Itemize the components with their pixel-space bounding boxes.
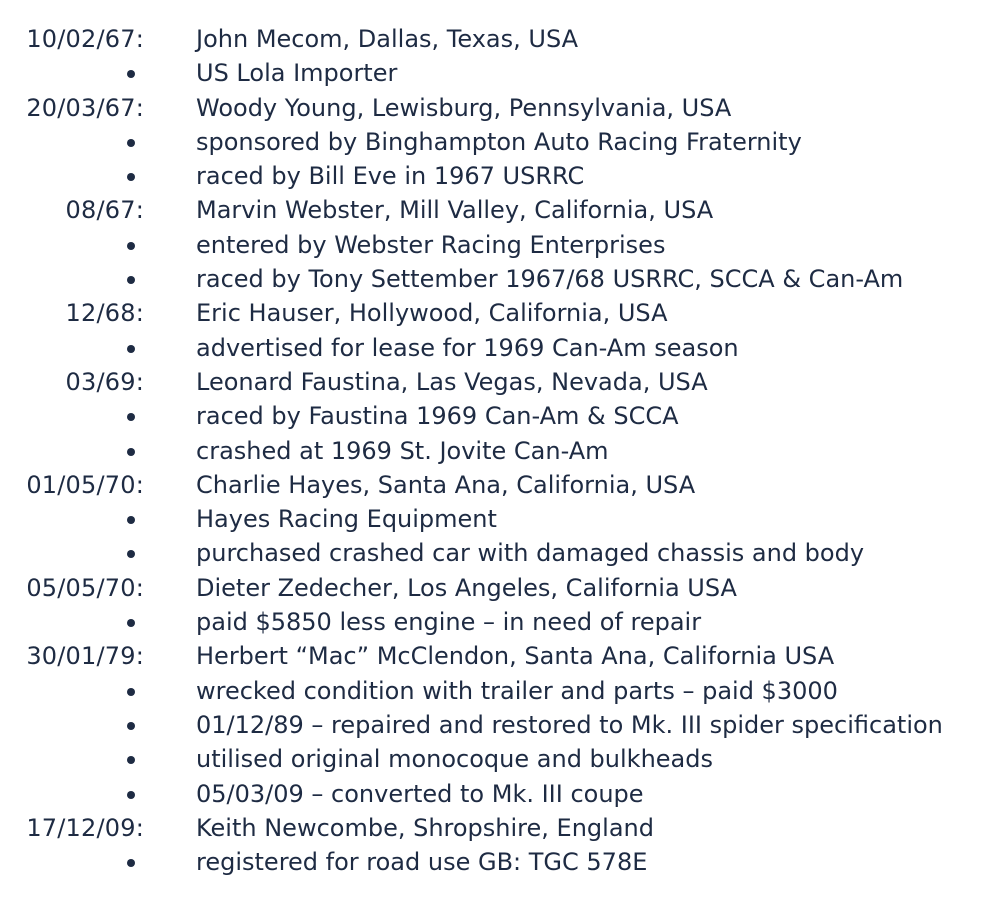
entry-date: 10/02/67: bbox=[26, 25, 144, 53]
entry-note: raced by Faustina 1969 Can-Am & SCCA bbox=[196, 402, 679, 431]
entry-note-row bbox=[0, 536, 1000, 570]
owner-entry-row bbox=[0, 365, 1000, 399]
entry-date: 08/67: bbox=[65, 196, 144, 225]
entry-date: 20/03/67: bbox=[26, 93, 144, 122]
entry-date: 12/68: bbox=[65, 299, 144, 328]
entry-owner: Herbert “Mac” McClendon, Santa Ana, California USA bbox=[196, 642, 835, 671]
bullet-icon bbox=[127, 756, 135, 764]
bullet-icon bbox=[127, 550, 135, 558]
entry-note: crashed at 1969 St. Jovite Can-Am bbox=[196, 436, 609, 465]
entry-owner: John Mecom, Dallas, Texas, USA bbox=[196, 25, 579, 53]
bullet-icon bbox=[127, 413, 135, 421]
entry-date: 03/69: bbox=[65, 367, 144, 396]
entry-note-row bbox=[0, 674, 1000, 708]
entry-note: advertised for lease for 1969 Can-Am season bbox=[196, 333, 739, 362]
owner-entry-row bbox=[0, 639, 1000, 673]
bullet-icon bbox=[127, 688, 135, 696]
bullet-icon bbox=[127, 516, 135, 524]
entry-note-row bbox=[0, 262, 1000, 296]
bullet-icon bbox=[127, 276, 135, 284]
bullet-icon bbox=[127, 345, 135, 353]
entry-owner: Marvin Webster, Mill Valley, California, USA bbox=[196, 196, 714, 225]
entry-owner: Woody Young, Lewisburg, Pennsylvania, USA bbox=[196, 93, 732, 122]
entry-note: utilised original monocoque and bulkheads bbox=[196, 745, 713, 774]
entry-note: wrecked condition with trailer and parts – paid $3000 bbox=[196, 676, 838, 705]
entry-note: purchased crashed car with damaged chassis and body bbox=[196, 539, 865, 568]
entry-note-row bbox=[0, 159, 1000, 193]
entry-note-row bbox=[0, 399, 1000, 433]
entry-note-row bbox=[0, 502, 1000, 536]
bullet-icon bbox=[127, 173, 135, 181]
entry-owner: Dieter Zedecher, Los Angeles, California USA bbox=[196, 573, 737, 602]
entry-note: Hayes Racing Equipment bbox=[196, 505, 497, 534]
bullet-icon bbox=[127, 619, 135, 627]
bullet-icon bbox=[127, 448, 135, 456]
entry-note-row bbox=[0, 708, 1000, 742]
entry-owner: Charlie Hayes, Santa Ana, California, USA bbox=[196, 470, 696, 499]
entry-note: paid $5850 less engine – in need of repair bbox=[196, 608, 702, 637]
entry-note: registered for road use GB: TGC 578E bbox=[196, 848, 648, 877]
entry-note: raced by Bill Eve in 1967 USRRC bbox=[196, 162, 585, 191]
entry-owner: Eric Hauser, Hollywood, California, USA bbox=[196, 299, 668, 328]
bullet-icon bbox=[127, 791, 135, 799]
bullet-icon bbox=[127, 722, 135, 730]
entry-note-row bbox=[0, 331, 1000, 365]
entry-date: 05/05/70: bbox=[26, 573, 144, 602]
owner-entry-row bbox=[0, 468, 1000, 502]
entry-note-row bbox=[0, 125, 1000, 159]
ownership-history-list bbox=[0, 22, 1000, 879]
entry-note: US Lola Importer bbox=[196, 59, 398, 88]
entry-note: 01/12/89 – repaired and restored to Mk. III spider specification bbox=[196, 710, 943, 739]
entry-note: entered by Webster Racing Enterprises bbox=[196, 230, 666, 259]
bullet-icon bbox=[127, 70, 135, 78]
owner-entry-row bbox=[0, 22, 1000, 56]
entry-owner: Keith Newcombe, Shropshire, England bbox=[196, 813, 654, 842]
entry-note-row bbox=[0, 742, 1000, 776]
entry-owner: Leonard Faustina, Las Vegas, Nevada, USA bbox=[196, 367, 708, 396]
entry-note: raced by Tony Settember 1967/68 USRRC, SCCA & Can-Am bbox=[196, 265, 904, 294]
entry-note-row bbox=[0, 777, 1000, 811]
bullet-icon bbox=[127, 242, 135, 250]
entry-note: sponsored by Binghampton Auto Racing Fraternity bbox=[196, 127, 802, 156]
entry-date: 01/05/70: bbox=[26, 470, 144, 499]
entry-note-row bbox=[0, 228, 1000, 262]
owner-entry-row bbox=[0, 296, 1000, 330]
entry-note-row bbox=[0, 434, 1000, 468]
owner-entry-row bbox=[0, 571, 1000, 605]
entry-note-row bbox=[0, 56, 1000, 90]
entry-date: 17/12/09: bbox=[26, 813, 144, 842]
owner-entry-row bbox=[0, 811, 1000, 845]
bullet-icon bbox=[127, 139, 135, 147]
owner-entry-row bbox=[0, 91, 1000, 125]
bullet-icon bbox=[127, 859, 135, 867]
entry-date: 30/01/79: bbox=[26, 642, 144, 671]
entry-note-row bbox=[0, 845, 1000, 879]
owner-entry-row bbox=[0, 193, 1000, 227]
entry-note: 05/03/09 – converted to Mk. III coupe bbox=[196, 779, 644, 808]
entry-note-row bbox=[0, 605, 1000, 639]
